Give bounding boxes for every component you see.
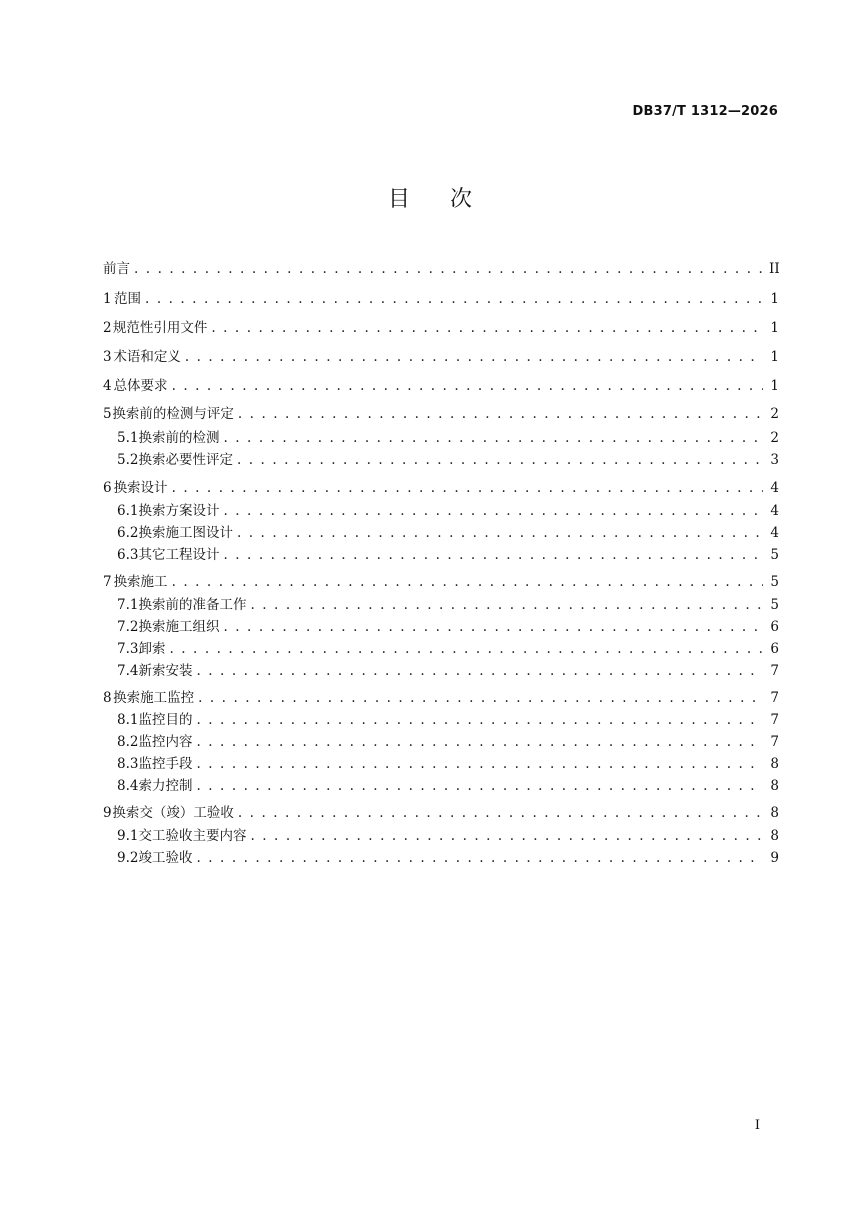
toc-subentry[interactable] (117, 775, 779, 797)
toc-entry-number: 9.2 (117, 850, 139, 866)
toc-entry[interactable] (103, 477, 779, 499)
toc-entry-number: 6.3 (117, 547, 139, 563)
dot-leader (223, 544, 763, 566)
toc-entry[interactable] (103, 375, 779, 397)
toc-entry-page: 7 (770, 712, 779, 728)
toc-entry-label: 索力控制 (138, 778, 193, 794)
toc-entry-page: 2 (770, 430, 779, 446)
toc-entry-label: 范围 (114, 291, 142, 307)
toc-entry-page: 8 (770, 756, 779, 772)
toc-entry-page: 4 (770, 503, 779, 519)
toc-entry-number: 8.2 (117, 734, 139, 750)
toc-entry-label: 新索安装 (138, 663, 193, 679)
dot-leader (172, 477, 763, 499)
toc-entry-number: 7.4 (117, 663, 139, 679)
toc-entry-page: 8 (770, 805, 779, 821)
toc-entry[interactable] (103, 288, 779, 310)
toc-subentry[interactable] (117, 753, 779, 775)
toc-subentry[interactable] (117, 449, 779, 471)
dot-leader (134, 258, 763, 280)
toc-entry-page: 7 (770, 663, 779, 679)
toc-entry-label: 规范性引用文件 (112, 320, 208, 336)
toc-entry-page: II (769, 261, 780, 277)
toc-entry-number: 6 (103, 480, 112, 496)
dot-leader (196, 753, 763, 775)
dot-leader (237, 449, 763, 471)
toc-entry-page: 2 (770, 406, 779, 422)
page-title (0, 182, 860, 213)
dot-leader (238, 403, 763, 425)
toc-entry-page: 8 (770, 778, 779, 794)
toc-entry-number: 7.3 (117, 641, 139, 657)
toc-entry[interactable] (103, 687, 779, 709)
dot-leader (196, 731, 763, 753)
dot-leader (250, 594, 763, 616)
toc-entry-number: 5.1 (117, 430, 139, 446)
toc-entry-number: 7 (103, 574, 112, 590)
toc-entry-label: 换索设计 (113, 480, 168, 496)
toc-entry-page: 1 (770, 378, 779, 394)
toc-entry-number: 8 (103, 690, 112, 706)
toc-entry-label: 换索施工监控 (113, 690, 195, 706)
toc-subentry[interactable] (117, 660, 779, 682)
toc-entry-label: 术语和定义 (113, 349, 181, 365)
toc-entry-page: 5 (770, 547, 779, 563)
toc-entry[interactable] (103, 258, 779, 280)
toc-entry-number: 8.1 (117, 712, 139, 728)
toc-subentry[interactable] (117, 544, 779, 566)
toc-entry-label: 换索施工图设计 (138, 525, 233, 541)
dot-leader (196, 660, 763, 682)
toc-subentry[interactable] (117, 427, 779, 449)
toc-entry-page: 1 (770, 291, 779, 307)
toc-entry-number: 7.1 (117, 597, 139, 613)
toc-subentry[interactable] (117, 825, 779, 847)
toc-entry-number: 9.1 (117, 828, 139, 844)
toc-entry-page: 6 (770, 641, 779, 657)
toc-entry-label: 总体要求 (113, 378, 168, 394)
toc-entry-page: 1 (770, 320, 779, 336)
dot-leader (250, 825, 763, 847)
dot-leader (169, 638, 763, 660)
toc-entry-label: 换索施工组织 (138, 619, 220, 635)
toc-entry-label: 换索方案设计 (138, 503, 220, 519)
toc-entry-page: 4 (770, 480, 779, 496)
dot-leader (196, 709, 763, 731)
toc-entry-number: 2 (103, 320, 112, 336)
dot-leader (223, 500, 763, 522)
toc-entry-page: 1 (770, 349, 779, 365)
dot-leader (172, 375, 763, 397)
toc-entry-number: 5 (103, 406, 112, 422)
page-number: I (754, 1118, 760, 1133)
toc-subentry[interactable] (117, 500, 779, 522)
toc-entry-label: 前言 (103, 261, 130, 277)
toc-subentry[interactable] (117, 638, 779, 660)
toc-entry[interactable] (103, 571, 779, 593)
dot-leader (145, 288, 763, 310)
toc-entry-number: 8.4 (117, 778, 139, 794)
toc-entry-label: 换索必要性评定 (138, 452, 233, 468)
toc-entry-label: 监控目的 (138, 712, 193, 728)
toc-entry-number: 3 (103, 349, 112, 365)
toc-entry-page: 9 (770, 850, 779, 866)
title-char-2: 次 (450, 187, 473, 212)
toc-entry-number: 1 (103, 291, 112, 307)
toc-entry-number: 8.3 (117, 756, 139, 772)
toc-entry-label: 竣工验收 (138, 850, 193, 866)
dot-leader (185, 346, 763, 368)
dot-leader (238, 802, 763, 824)
toc-entry-page: 5 (770, 597, 779, 613)
dot-leader (237, 522, 763, 544)
toc-entry-label: 换索前的检测与评定 (112, 406, 234, 422)
dot-leader (196, 775, 763, 797)
toc-entry-label: 换索交（竣）工验收 (112, 805, 234, 821)
toc-subentry[interactable] (117, 847, 779, 869)
toc-entry-label: 卸索 (138, 641, 166, 657)
toc-entry-number: 6.2 (117, 525, 139, 541)
toc-entry-label: 监控手段 (138, 756, 193, 772)
toc-entry[interactable] (103, 802, 779, 824)
toc-entry-page: 8 (770, 828, 779, 844)
toc-entry-number: 4 (103, 378, 112, 394)
toc-entry-page: 3 (770, 452, 779, 468)
toc-entry-page: 7 (770, 734, 779, 750)
document-code: DB37/T 1312—2026 (632, 104, 778, 119)
dot-leader (223, 427, 763, 449)
toc-subentry[interactable] (117, 731, 779, 753)
toc-subentry[interactable] (117, 709, 779, 731)
toc-entry-page: 5 (770, 574, 779, 590)
toc-entry-label: 其它工程设计 (138, 547, 220, 563)
toc-entry-page: 4 (770, 525, 779, 541)
toc-entry-number: 6.1 (117, 503, 139, 519)
toc-subentry[interactable] (117, 616, 779, 638)
toc-entry-number: 9 (103, 805, 112, 821)
toc-entry-page: 7 (770, 690, 779, 706)
toc-subentry[interactable] (117, 522, 779, 544)
dot-leader (223, 616, 763, 638)
toc-entry-page: 6 (770, 619, 779, 635)
toc-entry-label: 换索前的检测 (138, 430, 220, 446)
toc-entry-number: 7.2 (117, 619, 139, 635)
toc-entry-label: 监控内容 (138, 734, 193, 750)
dot-leader (196, 847, 763, 869)
toc-subentry[interactable] (117, 594, 779, 616)
dot-leader (211, 317, 763, 339)
toc-entry-label: 换索前的准备工作 (138, 597, 247, 613)
toc-entry[interactable] (103, 403, 779, 425)
dot-leader (172, 571, 763, 593)
title-char-1: 目 (387, 187, 410, 212)
toc-entry-label: 交工验收主要内容 (138, 828, 247, 844)
toc-entry-label: 换索施工 (113, 574, 168, 590)
toc-entry-number: 5.2 (117, 452, 139, 468)
toc-entry[interactable] (103, 346, 779, 368)
dot-leader (198, 687, 763, 709)
toc-entry[interactable] (103, 317, 779, 339)
